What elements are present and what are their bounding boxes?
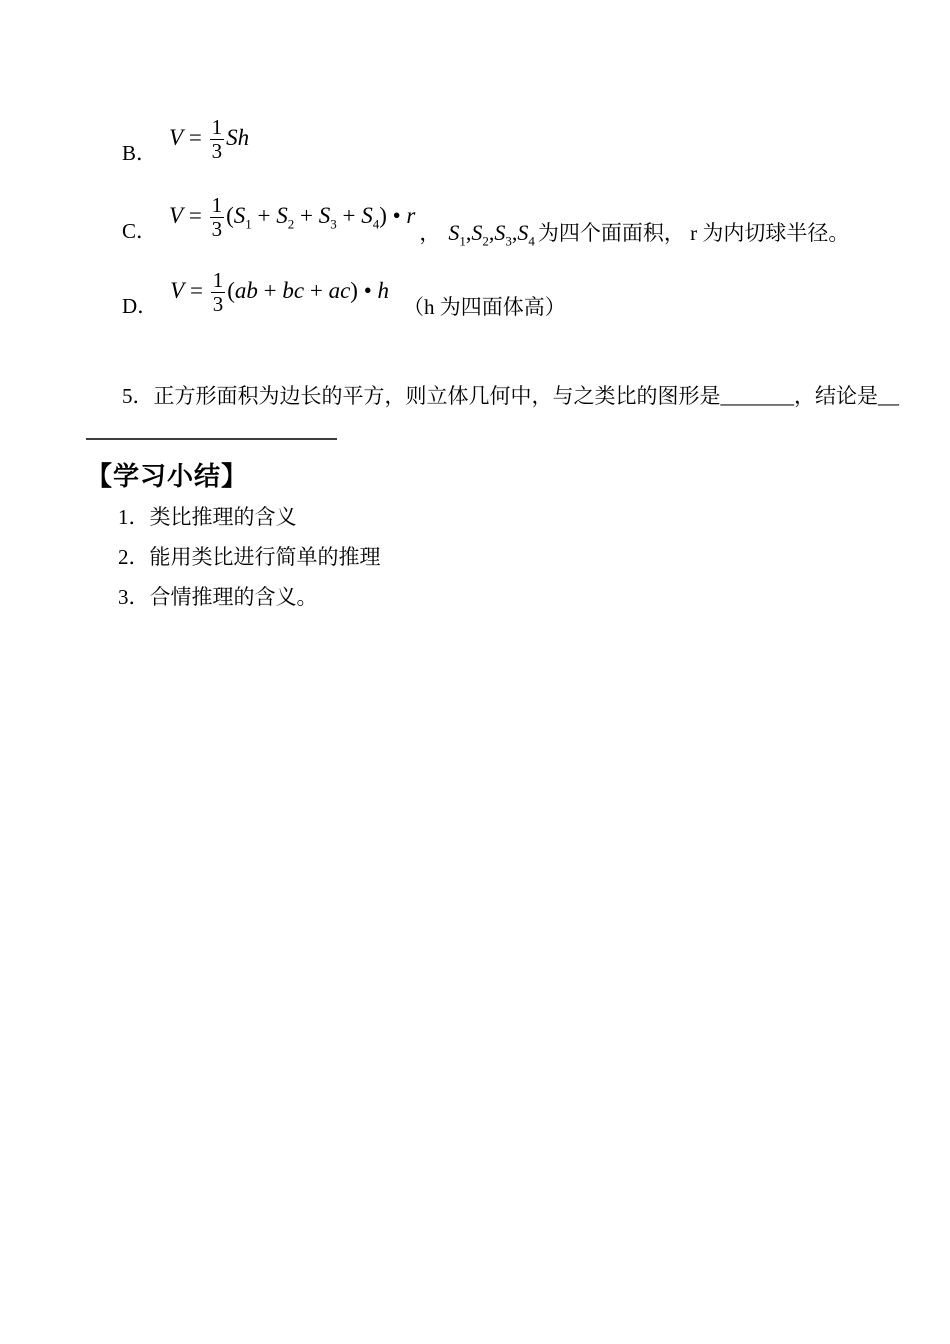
option-c-formula: V = $\frac{1}{3}$ $(S_1 + S_2 + S_3 + S_4)$ • r <box>169 193 416 241</box>
option-d-row <box>122 268 566 319</box>
summary-item-1: 1．类比推理的含义 <box>118 505 297 529</box>
question-5-blank-2: __ <box>878 384 899 408</box>
option-b-row <box>122 115 250 165</box>
option-b-label: B． <box>122 141 158 165</box>
question-5-blank-1: _______ <box>720 384 794 408</box>
summary-item-2: 2．能用类比进行简单的推理 <box>118 545 381 569</box>
question-5 <box>122 385 899 407</box>
summary-list <box>118 506 381 608</box>
option-c-description-text: 为四个面面积， r 为内切球半径。 <box>537 221 850 245</box>
question-5-middle-text: ，结论是 <box>794 384 878 408</box>
option-c-row <box>122 193 850 249</box>
option-d-formula: V = $\frac{1}{3}$ (ab + bc + ac) • h <box>170 268 390 316</box>
question-5-text: 5．正方形面积为边长的平方，则立体几何中，与之类比的图形是 <box>122 384 721 408</box>
answer-blank-line <box>86 438 337 440</box>
option-b-formula: V = $\frac{1}{3}$ Sh <box>169 115 250 163</box>
option-c-comma: ， <box>419 221 441 245</box>
option-d-note: （h 为四面体高） <box>403 295 566 319</box>
summary-section-header: 【学习小结】 <box>86 461 249 491</box>
summary-item-3: 3．合情推理的含义。 <box>118 585 318 609</box>
option-d-label: D． <box>122 294 159 318</box>
option-c-label: C． <box>122 219 158 243</box>
option-c-description <box>419 220 850 249</box>
option-c-surface-list: $S_1,S_2,S_3,S_4$ <box>448 220 535 249</box>
